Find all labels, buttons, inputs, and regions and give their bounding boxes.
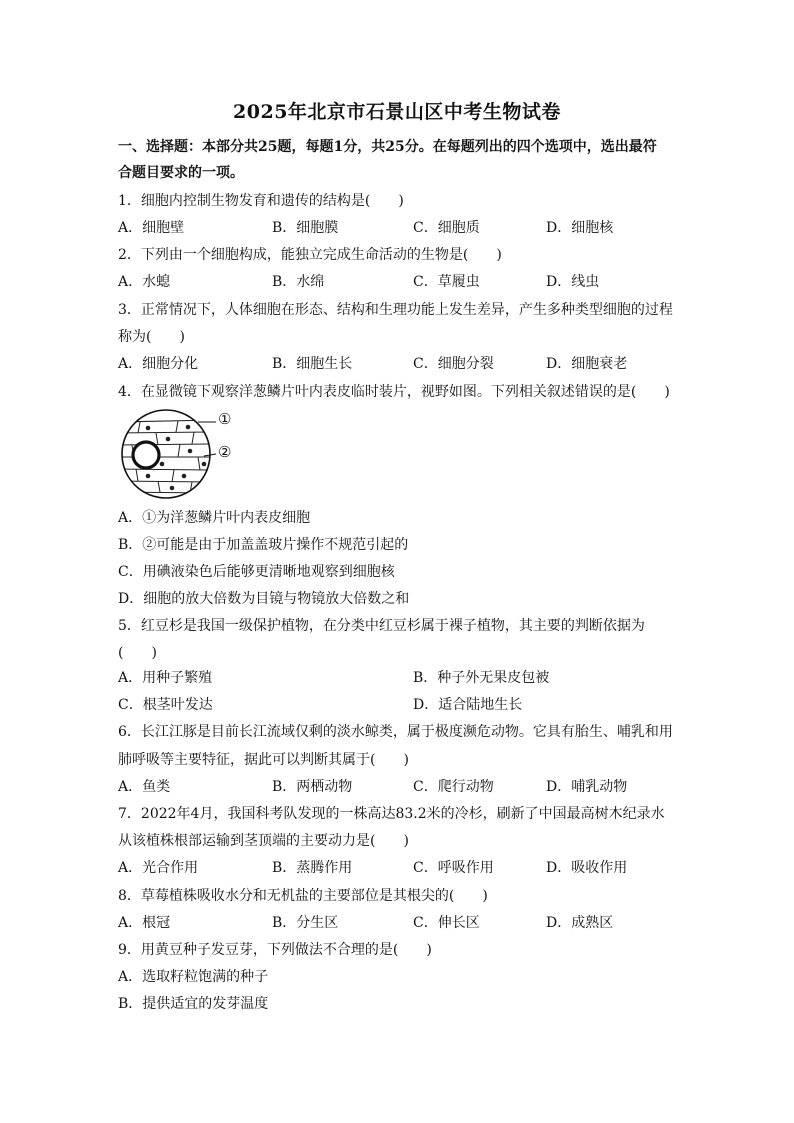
q6-option-c: C．爬行动物: [413, 779, 494, 795]
q3-option-d: D．细胞衰老: [546, 356, 628, 372]
q5-option-c: C．根茎叶发达: [118, 697, 213, 713]
q4-option-a: A．①为洋葱鳞片叶内表皮细胞: [118, 510, 311, 526]
q8-option-b: B．分生区: [272, 915, 339, 931]
q4-option-d: D．细胞的放大倍数为目镜与物镜放大倍数之和: [118, 591, 410, 607]
q4-option-c: C．用碘液染色后能够更清晰地观察到细胞核: [118, 564, 395, 580]
section-heading-line1: 一、选择题：本部分共25题，每题1分，共25分。在每题列出的四个选项中，选出最符: [118, 139, 657, 155]
q1-option-b: B．细胞膜: [272, 220, 339, 236]
question-5-stem-line1: 5．红豆杉是我国一级保护植物，在分类中红豆杉属于裸子植物，其主要的判断依据为: [118, 618, 645, 634]
microscope-field-figure: [118, 408, 248, 502]
figure-label-1: ①: [218, 410, 232, 428]
q2-option-c: C．草履虫: [413, 274, 480, 290]
question-3-stem-line1: 3．正常情况下，人体细胞在形态、结构和生理功能上发生差异，产生多种类型细胞的过程: [118, 302, 673, 318]
page-title: 2025年北京市石景山区中考生物试卷: [233, 101, 561, 123]
question-8-stem: 8．草莓植株吸收水分和无机盐的主要部位是其根尖的( ): [118, 888, 488, 904]
q8-option-a: A．根冠: [118, 915, 171, 931]
q5-option-d: D．适合陆地生长: [413, 697, 523, 713]
q7-option-c: C．呼吸作用: [413, 860, 494, 876]
question-3-stem-line2: 称为( ): [118, 329, 185, 345]
question-6-stem-line1: 6．长江江豚是目前长江流域仅剩的淡水鲸类，属于极度濒危动物。它具有胎生、哺乳和用: [118, 724, 673, 740]
q7-option-b: B．蒸腾作用: [272, 860, 353, 876]
q8-option-d: D．成熟区: [546, 915, 614, 931]
q2-option-d: D．线虫: [546, 274, 600, 290]
section-heading-line2: 合题目要求的一项。: [118, 165, 244, 181]
question-2-stem: 2．下列由一个细胞构成，能独立完成生命活动的生物是( ): [118, 247, 502, 263]
q5-option-b: B．种子外无果皮包被: [413, 670, 550, 686]
q1-option-a: A．细胞壁: [118, 220, 185, 236]
q9-option-b: B．提供适宜的发芽温度: [118, 996, 269, 1012]
q3-option-b: B．细胞生长: [272, 356, 353, 372]
q5-option-a: A．用种子繁殖: [118, 670, 213, 686]
question-9-stem: 9．用黄豆种子发豆芽，下列做法不合理的是( ): [118, 942, 432, 958]
question-6-stem-line2: 肺呼吸等主要特征，据此可以判断其属于( ): [118, 752, 409, 768]
q3-option-c: C．细胞分裂: [413, 356, 494, 372]
figure-label-2: ②: [218, 443, 232, 461]
q6-option-d: D．哺乳动物: [546, 779, 628, 795]
q2-option-b: B．水绵: [272, 274, 325, 290]
question-7-stem-line1: 7．2022年4月，我国科考队发现的一株高达83.2米的冷杉，刷新了中国最高树木纪录水: [118, 806, 665, 822]
question-4-stem: 4．在显微镜下观察洋葱鳞片叶内表皮临时装片，视野如图。下列相关叙述错误的是( ): [118, 384, 670, 400]
q7-option-a: A．光合作用: [118, 860, 199, 876]
q6-option-a: A．鱼类: [118, 779, 171, 795]
question-7-stem-line2: 从该植株根部运输到茎顶端的主要动力是( ): [118, 833, 409, 849]
q6-option-b: B．两栖动物: [272, 779, 353, 795]
q7-option-d: D．吸收作用: [546, 860, 628, 876]
q4-option-b: B．②可能是由于加盖盖玻片操作不规范引起的: [118, 537, 409, 553]
q8-option-c: C．伸长区: [413, 915, 480, 931]
q1-option-c: C．细胞质: [413, 220, 480, 236]
question-5-stem-line2: ( ): [118, 645, 157, 661]
q3-option-a: A．细胞分化: [118, 356, 199, 372]
q9-option-a: A．选取籽粒饱满的种子: [118, 969, 269, 985]
q2-option-a: A．水螅: [118, 274, 171, 290]
question-1-stem: 1．细胞内控制生物发育和遗传的结构是( ): [118, 193, 404, 209]
q1-option-d: D．细胞核: [546, 220, 614, 236]
